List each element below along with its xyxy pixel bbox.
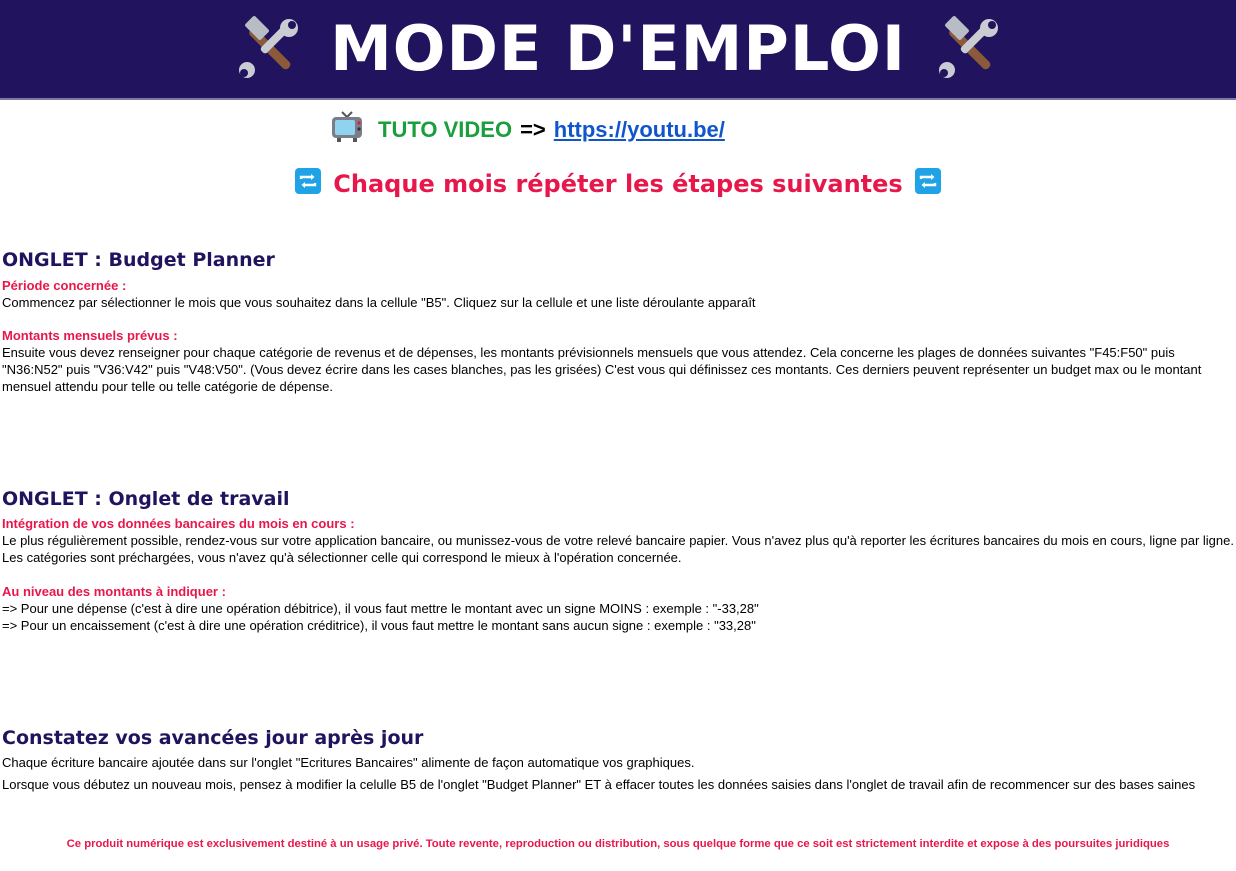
tuto-video-link[interactable]: https://youtu.be/ [553,117,725,142]
paragraph-integration: Le plus régulièrement possible, rendez-vous sur votre application bancaire, ou munissez-vous de votre relevé bancaire papier. Vous n'avez plus qu'à reporter les écritures bancaires du mois en cours, ligne par ligne. Les catégories sont préchargées, vous n'avez qu'à sélectionner celle qui correspond le mieux à l'opération concernée. [2,533,1234,565]
paragraph-periode: Commencez par sélectionner le mois que vous souhaitez dans la cellule "B5". Cliquez sur la cellule et une liste déroulante apparaît [2,295,756,310]
tuto-video-label: TUTO VIDEO [378,117,513,142]
page-title: MODE D'EMPLOI [330,12,906,85]
subheading-montants-indiquer: Au niveau des montants à indiquer : [2,584,226,599]
repeat-heading [0,168,1236,200]
section-title-avancees: Constatez vos avancées jour après jour [2,727,424,749]
paragraph-nouveau-mois: Lorsque vous débutez un nouveau mois, pensez à modifier la celulle B5 de l'onglet "Budget Planner" ET à effacer toutes les données saisies dans l'onglet de travail afin de recommencer sur des bases saines [2,777,1196,792]
subheading-integration: Intégration de vos données bancaires du mois en cours : [2,516,355,531]
section-title-budget-planner: ONGLET : Budget Planner [2,249,275,271]
hammer-wrench-icon [232,13,304,85]
section-title-onglet-travail: ONGLET : Onglet de travail [2,488,290,510]
hammer-wrench-icon [932,13,1004,85]
legal-footer: Ce produit numérique est exclusivement destiné à un usage privé. Toute revente, reproduction ou distribution, sous quelque forme que ce soit est strictement interdite et expose à des poursuites juridiques [66,838,1170,850]
subheading-montants-prevus: Montants mensuels prévus : [2,328,178,343]
paragraph-montants-prevus: Ensuite vous devez renseigner pour chaque catégorie de revenus et de dépenses, les montants prévisionnels mensuels que vous attendez. Cela concerne les plages de données suivantes "F45:F50" puis "N36:N52" puis "V36:V42" puis "V48:V50". (Vous devez écrire dans les cases blanches, pas les grisées) C'est vous qui définissez ces montants. Ces derniers peuvent représenter un budget max ou le montant mensuel attendu pour telle ou telle catégorie de dépense. [2,345,1202,394]
tuto-video-line [330,110,725,150]
repeat-text: Chaque mois répéter les étapes suivantes [333,170,903,198]
instruction-encaissement: => Pour un encaissement (c'est à dire une opération créditrice), il vous faut mettre le montant sans aucun signe : exemple : "33,28" [2,618,756,633]
repeat-icon [915,168,941,200]
repeat-icon [295,168,321,200]
paragraph-graphiques: Chaque écriture bancaire ajoutée dans sur l'onglet "Ecritures Bancaires" alimente de façon automatique vos graphiques. [2,755,695,770]
header-banner [0,0,1236,100]
subheading-periode: Période concernée : [2,278,127,293]
instruction-depense: => Pour une dépense (c'est à dire une opération débitrice), il vous faut mettre le montant avec un signe MOINS : exemple : "-33,28" [2,601,759,616]
television-icon [330,110,378,150]
tuto-arrow: => [520,117,546,142]
